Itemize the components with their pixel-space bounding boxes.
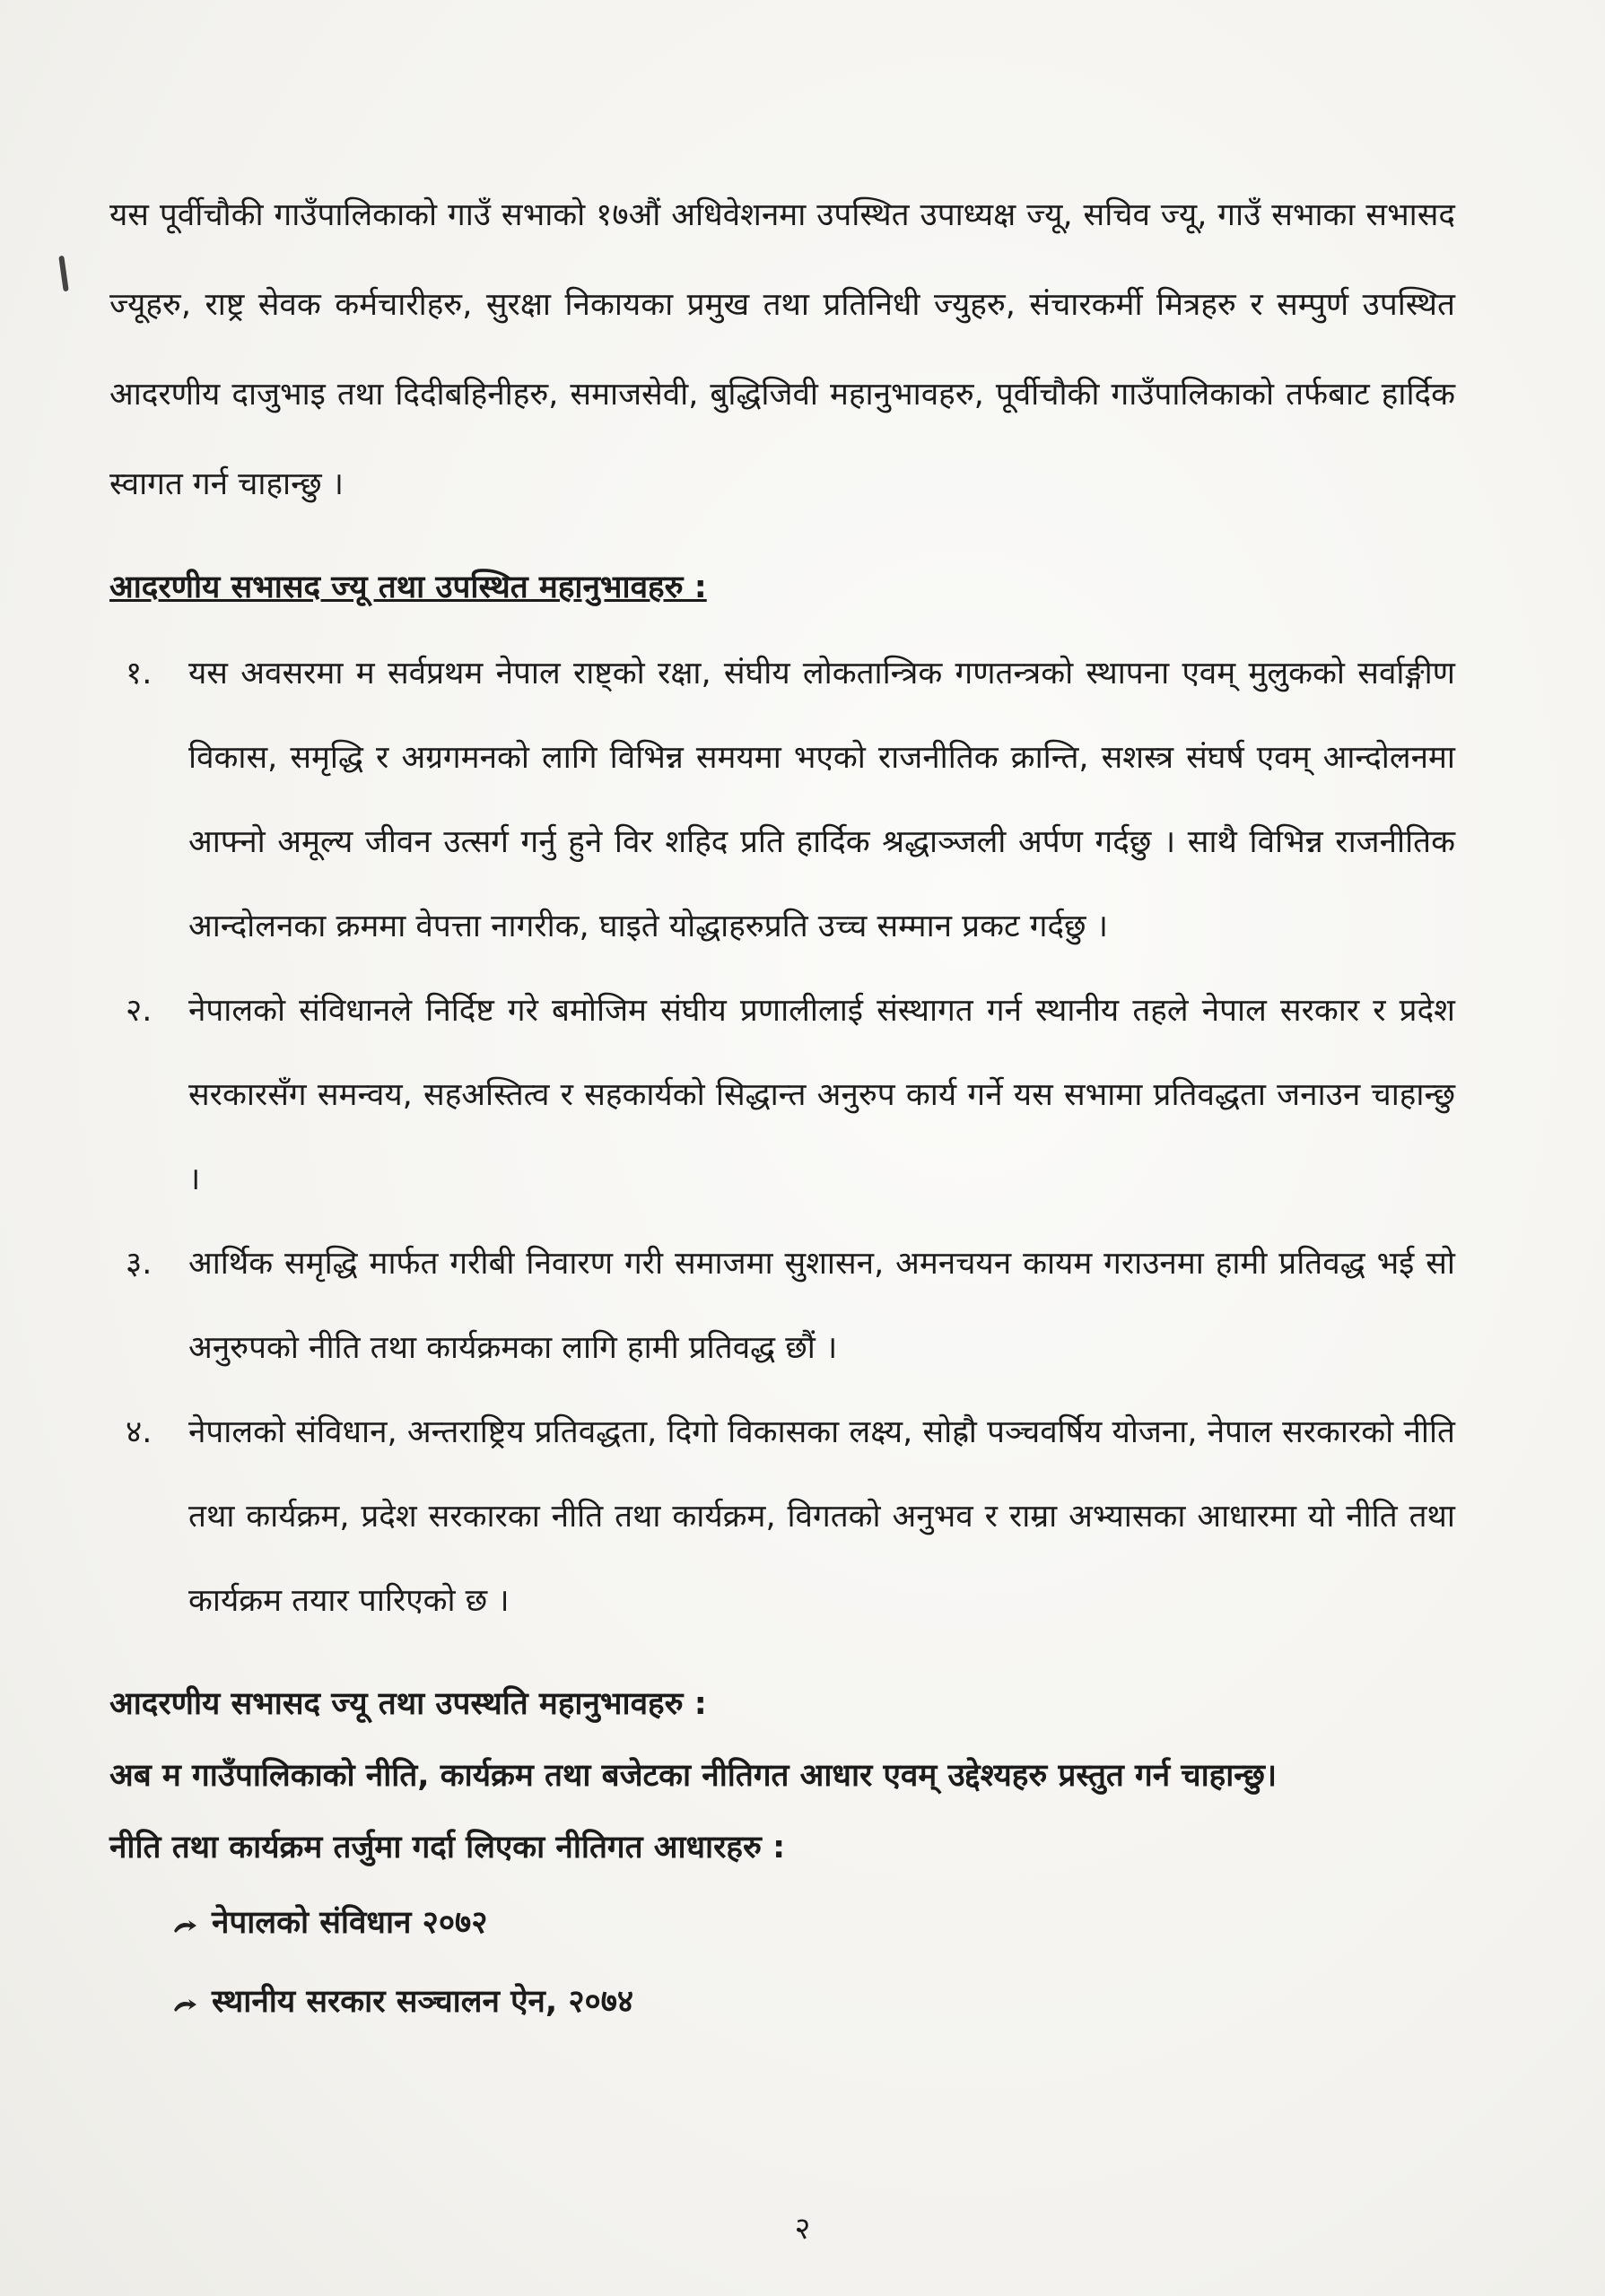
list-item [172,1883,1455,1962]
section-heading: आदरणीय सभासद ज्यू तथा उपस्थित महानुभावहरु : [109,570,707,605]
arrow-bullet-icon [172,1918,197,1935]
point-item [126,1222,1455,1390]
point-number: ४. [126,1414,153,1450]
page-number: २ [794,2211,811,2247]
point-number: २. [126,993,153,1029]
point-text: नेपालको संविधानले निर्दिष्ट गरे बमोजिम संघीय प्रणालीलाई संस्थागत गर्न स्थानीय तहले नेपाल सरकार र प्रदेश सरकारसँग समन्वय, सहअस्तित्व र सहकार्यको सिद्धान्त अनुरुप कार्य गर्ने यस सभामा प्रतिवद्धता जनाउन चाहान्छु । [188,993,1455,1197]
point-text: यस अवसरमा म सर्वप्रथम नेपाल राष्ट्को रक्षा, संघीय लोकतान्त्रिक गणतन्त्रको स्थापना एवम् मुलुकको सर्वाङ्गीण विकास, समृद्धि र अग्रगमनको लागि विभिन्न समयमा भएको राजनीतिक क्रान्ति, सशस्त्र संघर्ष एवम् आन्दोलनमा आफ्नो अमूल्य जीवन उत्सर्ग गर्नु हुने विर शहिद प्रति हार्दिक श्रद्धाञ्जली अर्पण गर्दछु । साथै विभिन्न राजनीतिक आन्दोलनका क्रममा वेपत्ता नागरीक, घाइते योद्धाहरुप्रति उच्च सम्मान प्रकट गर्दछु । [188,656,1455,944]
point-item [126,1390,1455,1643]
document-body [109,170,1455,2041]
point-item [126,969,1455,1222]
point-text: नेपालको संविधान, अन्तराष्ट्रिय प्रतिवद्धता, दिगो विकासका लक्ष्य, सोह्रौ पञ्चवर्षिय योजना, नेपाल सरकारको नीति तथा कार्यक्रम, प्रदेश सरकारका नीति तथा कार्यक्रम, विगतको अनुभव र राम्रा अभ्यासका आधारमा यो नीति तथा कार्यक्रम तयार पारिएको छ । [188,1414,1455,1619]
point-number: १. [126,656,153,691]
point-item [126,631,1455,969]
list-item-text: स्थानीय सरकार सञ्चालन ऐन, २०७४ [212,1984,634,2020]
intro-paragraph: यस पूर्वीचौकी गाउँपालिकाको गाउँ सभाको १७औं अधिवेशनमा उपस्थित उपाध्यक्ष ज्यू, सचिव ज्यू, गाउँ सभाका सभासद ज्यूहरु, राष्ट्र सेवक कर्मचारीहरु, सुरक्षा निकायका प्रमुख तथा प्रतिनिधी ज्युहरु, संचारकर्मी मित्रहरु र सम्पुर्ण उपस्थित आदरणीय दाजुभाइ तथा दिदीबहिनीहरु, समाजसेवी, बुद्धिजिवी महानुभावहरु, पूर्वीचौकी गाउँपालिकाको तर्फबाट हार्दिक स्वागत गर्न चाहान्छु । [109,197,1455,502]
margin-pen-mark [58,256,69,291]
list-item [172,1962,1455,2041]
point-number: ३. [126,1246,153,1282]
arrow-bullet-icon [172,1997,197,2013]
policy-bases-list [109,1883,1455,2041]
policy-intro-paragraph: अब म गाउँपालिकाको नीति, कार्यक्रम तथा बजेटका नीतिगत आधार एवम् उद्देश्यहरु प्रस्तुत गर्न चाहान्छु। [109,1758,1278,1794]
numbered-points [109,631,1455,1643]
policy-bases-heading: नीति तथा कार्यक्रम तर्जुमा गर्दा लिएका नीतिगत आधारहरु : [109,1830,786,1866]
point-text: आर्थिक समृद्धि मार्फत गरीबी निवारण गरी समाजमा सुशासन, अमनचयन कायम गराउनमा हामी प्रतिवद्ध भई सो अनुरुपको नीति तथा कार्यक्रमका लागि हामी प्रतिवद्ध छौं । [188,1246,1455,1366]
second-heading: आदरणीय सभासद ज्यू तथा उपस्थति महानुभावहरु : [109,1686,707,1722]
list-item-text: नेपालको संविधान २०७२ [212,1905,488,1941]
